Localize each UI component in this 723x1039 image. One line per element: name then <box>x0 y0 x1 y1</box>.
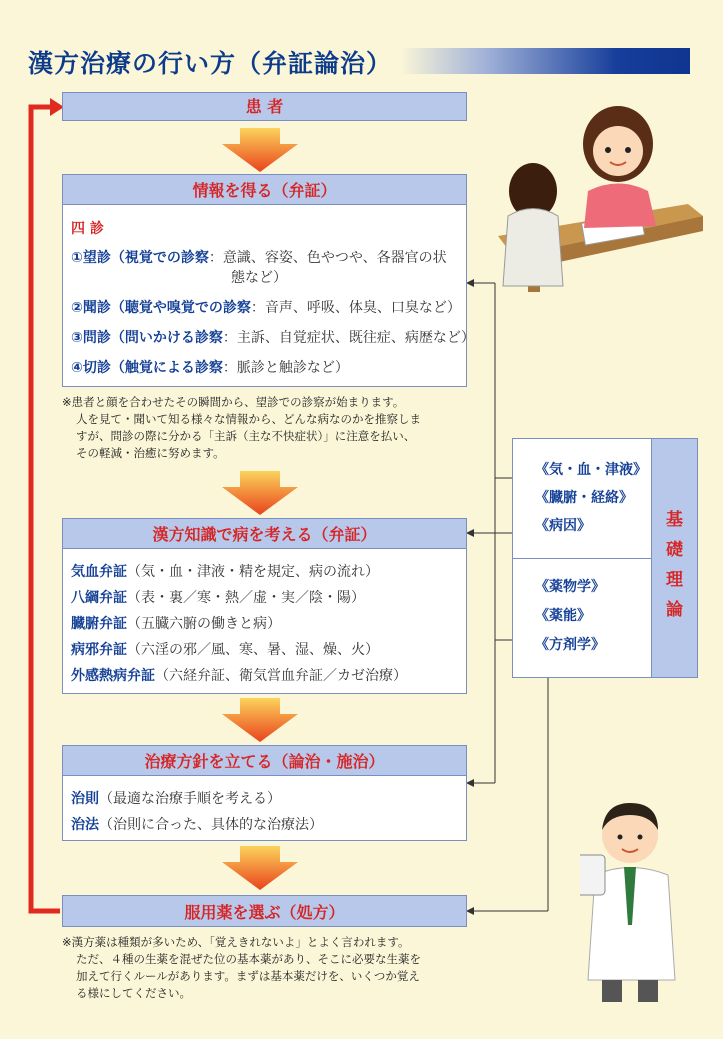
patient-box <box>62 92 467 121</box>
step3-header: 治療方針を立てる（論治・施治） <box>63 746 466 776</box>
step1-box <box>62 174 475 387</box>
step1-item: ③問診（問いかける診察：主訴、自覚症状、既往症、病歴など） <box>71 330 475 346</box>
patient-illustration <box>488 96 713 296</box>
step2-item: 臓腑弁証（五臓六腑の働きと病） <box>71 616 281 632</box>
theory-item: 《気・血・津液》 <box>535 462 647 478</box>
step3-item: 治則（最適な治療手順を考える） <box>71 791 281 807</box>
theory-item: 《薬物学》 <box>535 579 605 595</box>
step3-box <box>62 745 467 841</box>
theory-side-label: 基 礎 理 論 <box>651 439 697 677</box>
pharmacist-illustration <box>580 795 700 1015</box>
step2-item: 気血弁証（気・血・津液・精を規定、病の流れ） <box>71 564 379 580</box>
step4-box <box>62 895 467 927</box>
theory-divider <box>513 558 654 559</box>
step4-note: ※漢方薬は種類が多いため、「覚えきれないよ」とよく言われます。 ただ、４種の生薬を混ぜた位の基本薬があり、そこに必要な生薬を 加えて行くルールがあります。まずは基本薬だけを、いくつか覚え る様にしてください。 <box>62 935 421 1000</box>
step1-note: ※患者と顔を合わせたその瞬間から、望診での診察が始まります。 人を見て・聞いて知る様々な情報から、どんな病なのかを推察しま すが、問診の際に分かる「主訴（主な不快症状）」に注意を払い、 その軽減・治癒に努めます。 <box>62 395 421 460</box>
step1-item: ②聞診（聴覚や嗅覚での診察：音声、呼吸、体臭、口臭など） <box>71 300 461 316</box>
theory-item: 《臓腑・経絡》 <box>535 490 633 506</box>
step3-item: 治法（治則に合った、具体的な治療法） <box>71 817 323 833</box>
step1-item: ④切診（触覚による診察：脈診と触診など） <box>71 360 349 376</box>
step4-header: 服用薬を選ぶ（処方） <box>63 896 466 926</box>
down-arrow-1 <box>222 128 298 172</box>
theory-item: 《薬能》 <box>535 608 591 624</box>
down-arrow-3 <box>222 698 298 742</box>
step2-header: 漢方知識で病を考える（弁証） <box>63 519 466 549</box>
step1-item-cont: 態など） <box>231 270 287 286</box>
patient-label: 患 者 <box>245 97 284 116</box>
basic-theory-box <box>512 438 698 678</box>
theory-item: 《方剤学》 <box>535 637 605 653</box>
step2-item: 外感熱病弁証（六経弁証、衛気営血弁証／カゼ治療） <box>71 668 407 684</box>
step1-header: 情報を得る（弁証） <box>63 175 466 205</box>
down-arrow-4 <box>222 846 298 890</box>
down-arrow-2 <box>222 471 298 515</box>
step2-item: 病邪弁証（六淫の邪／風、寒、暑、湿、燥、火） <box>71 642 379 658</box>
step2-box <box>62 518 467 694</box>
page-title: 漢方治療の行い方（弁証論治） <box>28 49 393 78</box>
step1-subhead: 四 診 <box>71 221 104 237</box>
theory-item: 《病因》 <box>535 518 591 534</box>
step2-item: 八綱弁証（表・裏／寒・熱／虚・実／陰・陽） <box>71 590 365 606</box>
step1-item: ①望診（視覚での診察：意識、容姿、色やつや、各器官の状 <box>71 250 447 266</box>
